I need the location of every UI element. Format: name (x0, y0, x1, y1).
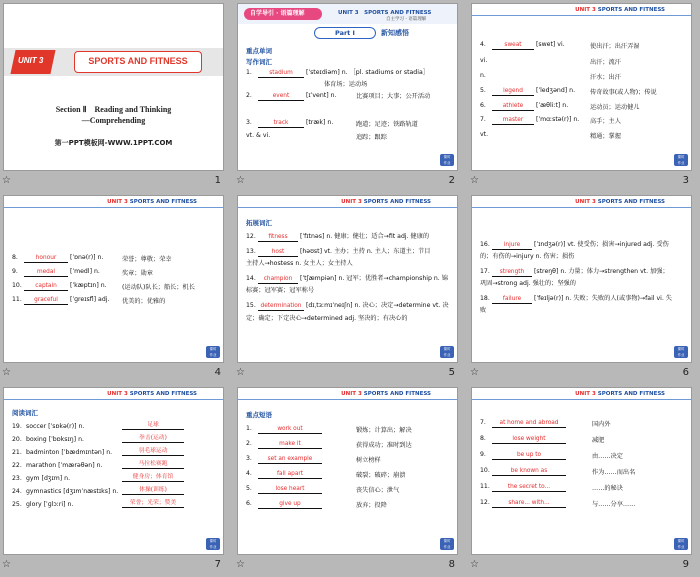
star-icon[interactable]: ☆ (470, 175, 479, 186)
star-icon[interactable]: ☆ (236, 175, 245, 186)
slide-number: 4 (214, 367, 221, 378)
vocab-row: 19. soccer [ˈsɒkə(r)] n. (12, 423, 85, 430)
answer-blank: 羽毛球运动 (122, 448, 184, 456)
slide-footer (468, 556, 695, 576)
vocab-row: 6. athlete [ˈæθliːt] n. (480, 102, 569, 109)
homework-icon[interactable]: 课时 作业 (206, 538, 220, 550)
vocab-row: 7. master [ˈmɑːstə(r)] n. (480, 116, 580, 123)
slide-header: UNIT 3 SPORTS AND FITNESS (4, 391, 223, 400)
homework-icon[interactable]: 课时 作业 (440, 538, 454, 550)
slide-header: UNIT 3 SPORTS AND FITNESS (4, 199, 223, 208)
slide-6-canvas: UNIT 3 SPORTS AND FITNESS 16. injure [ˈɪndʒə(r)] vt. 使受伤；损害→injured adj. 受伤 的；有伤的→injury n. 伤害；损伤 17. strength [streŋθ] n. 力量；体力→strengthen vt. 加强； 巩固→strong adj. 强壮的；坚强的 18. failure [ˈfeɪljə(r)] n. 失败；失败的人(或事物)→fail vi. 失 败 课时 作业 (471, 195, 692, 363)
slide-footer (0, 556, 227, 576)
slide-1-canvas (3, 3, 224, 171)
star-icon[interactable]: ☆ (236, 559, 245, 570)
section-heading: 重点短语 (246, 411, 272, 419)
slide-title: SPORTS AND FITNESS (74, 51, 202, 73)
answer-blank: 马拉松赛跑 (122, 461, 184, 469)
vocab-row: 21. badminton [ˈbædmɪntən] n. (12, 449, 113, 456)
phrase-row: 8. lose weight (480, 434, 685, 444)
slide-number: 9 (682, 559, 689, 570)
phrase-row: 9. be up to (480, 450, 685, 460)
slide-3-canvas: UNIT 3 SPORTS AND FITNESS 4. sweat [swet] vi. 使出汗；出汗弄湿 vi. 出汗；流汗 n. 汗水；出汗 5. legend [ˈledʒənd] n. 传奇故事(或人物)；传说 6. athlete [ˈæθliːt] n. 运动员；运动健儿 7. master [ˈmɑːstə(r)] n. 高手；主人 vt. 精通；掌握 课时 作业 (471, 3, 692, 171)
vocab-row: 25. glory [ˈɡlɔːri] n. (12, 501, 74, 508)
mini-tabs: 自主学习 · 语篇理解 (386, 17, 427, 22)
vocab-line: 16. injure [ˈɪndʒə(r)] vt. 使受伤；损害→injured adj. 受伤 (480, 241, 669, 248)
slide-number: 2 (448, 175, 455, 186)
vocab-row: 8. honour [ˈɒnə(r)] n. (12, 254, 104, 261)
slide-thumbnail-2[interactable] (234, 0, 461, 192)
section-title: Section Ⅱ Reading and Thinking (55, 105, 172, 114)
slide-footer (234, 364, 461, 384)
section-tab: 自学导引 · 语篇理解 (244, 8, 322, 20)
slide-number: 7 (214, 559, 221, 570)
slide-footer (0, 364, 227, 384)
part-badge: Part Ⅰ (314, 27, 376, 39)
answer-blank: 拳击(运动) (122, 435, 184, 443)
vocab-row: 4. sweat [swet] vi. (480, 41, 565, 48)
vocab-row: 9. medal [ˈmedl] n. (12, 268, 100, 275)
homework-icon[interactable]: 课时 作业 (674, 538, 688, 550)
slide-number: 1 (214, 175, 221, 186)
slide-number: 3 (682, 175, 689, 186)
slide-number: 5 (448, 367, 455, 378)
slide-5-canvas: UNIT 3 SPORTS AND FITNESS 拓展词汇 12. fitness [ˈfɪtnəs] n. 健康；健壮；适合→fit adj. 健康的 13. host [həʊst] vt. 主办；主持 n. 主人；东道主；节目 主持人→hostess n. 女主人；女主持人 14. champion [ˈtʃæmpiən] n. 冠军；优胜者→championship n. 锦 标赛；冠军赛；冠军称号 15. determination [dɪˌtɜːmɪˈneɪʃn] n. 决心；决定→determine vt. 决 定；确定；下定决心→determined adj. 坚决的；有决心的 课时 作业 (237, 195, 458, 363)
answer-blank: stadium (258, 70, 304, 78)
slide-thumbnail-8[interactable] (234, 384, 461, 576)
vocab-line: 17. strength [streŋθ] n. 力量；体力→strengthen vt. 加强； (480, 268, 669, 275)
vocab-line: 14. champion [ˈtʃæmpiən] n. 冠军；优胜者→championship n. 锦 (246, 275, 448, 282)
answer-blank: 荣誉；光荣；赞美 (122, 500, 184, 508)
section-subtitle: —Comprehending (81, 116, 146, 125)
phrase-row: 1. work out (246, 424, 451, 434)
slide-thumbnail-7[interactable] (0, 384, 227, 576)
phrase-row: 5. lose heart (246, 484, 451, 494)
vocab-row: 5. legend [ˈledʒənd] n. (480, 87, 576, 94)
vocab-line: 13. host [həʊst] vt. 主办；主持 n. 主人；东道主；节目 (246, 248, 431, 255)
phrase-row: 4. fall apart (246, 469, 451, 479)
vocab-row: 23. gym [dʒɪm] n. (12, 475, 71, 482)
section-heading: 阅读词汇 (12, 409, 38, 417)
answer-blank: 体操(训练) (122, 487, 184, 495)
unit-label: UNIT 3 SPORTS AND FITNESS (338, 10, 432, 16)
vocab-row: 24. gymnastics [dʒɪmˈnæstɪks] n. (12, 488, 119, 495)
vocab-row: 20. boxing [ˈbɒksɪŋ] n. (12, 436, 84, 443)
star-icon[interactable]: ☆ (470, 559, 479, 570)
phrase-row: 10. be known as (480, 466, 685, 476)
homework-icon[interactable]: 课时 作业 (674, 346, 688, 358)
slide-footer (0, 172, 227, 192)
phrase-row: 3. set an example (246, 454, 451, 464)
website-text: 第一PPT模板网-WWW.1PPT.COM (54, 139, 173, 147)
phrase-row: 6. give up (246, 499, 451, 509)
key-words-heading: 重点单词 (246, 47, 272, 55)
slide-header: UNIT 3 SPORTS AND FITNESS (472, 199, 691, 208)
vocab-line: 12. fitness [ˈfɪtnəs] n. 健康；健壮；适合→fit adj. 健康的 (246, 233, 430, 240)
vocab-row: 11. graceful [ˈɡreɪsfl] adj. (12, 296, 110, 303)
slide-footer (468, 172, 695, 192)
homework-icon[interactable]: 课时 作业 (440, 154, 454, 166)
slide-header: UNIT 3 SPORTS AND FITNESS (472, 7, 691, 16)
phrase-row: 2. make it (246, 439, 451, 449)
answer-blank: event (258, 93, 304, 101)
part-title: 新知感悟 (381, 29, 409, 37)
slide-number: 6 (682, 367, 689, 378)
star-icon[interactable]: ☆ (2, 175, 11, 186)
slide-thumbnail-6[interactable] (468, 192, 695, 384)
slide-9-canvas: UNIT 3 SPORTS AND FITNESS 7. at home and abroad 国内外 8. lose weight 减肥 9. be up to 由……决定 10. be known as 作为……而出名 11. the secret to... ……的秘诀 12. share... with... 与……分享…… 课时 作业 (471, 387, 692, 555)
slide-7-canvas (3, 387, 224, 555)
slide-footer (468, 364, 695, 384)
slide-header: UNIT 3 SPORTS AND FITNESS (238, 391, 457, 400)
vocab-row: 1. stadium [ˈsteɪdiəm] n. ［pl. stadiums or stadia］ (246, 69, 429, 76)
slide-thumbnail-4[interactable] (0, 192, 227, 384)
star-icon[interactable]: ☆ (236, 367, 245, 378)
slide-header: UNIT 3 SPORTS AND FITNESS (238, 199, 457, 208)
vocab-row: 22. marathon [ˈmærəθən] n. (12, 462, 103, 469)
vocab-line: 15. determination [dɪˌtɜːmɪˈneɪʃn] n. 决心；决定→determine vt. 决 (246, 302, 449, 309)
answer-blank: track (258, 120, 304, 128)
slide-thumbnail-9[interactable] (468, 384, 695, 576)
answer-blank: 健身房；体育馆 (122, 474, 184, 482)
slide-number: 8 (448, 559, 455, 570)
writing-words-heading: 写作词汇 (246, 58, 272, 66)
homework-icon[interactable]: 课时 作业 (440, 346, 454, 358)
star-icon[interactable]: ☆ (2, 559, 11, 570)
slide-thumbnail-1[interactable] (0, 0, 227, 192)
vocab-row: 3. track [træk] n. (246, 119, 334, 126)
homework-icon[interactable]: 课时 作业 (674, 154, 688, 166)
vocab-row: 10. captain [ˈkæptɪn] n. (12, 282, 107, 289)
phrase-row: 12. share... with... (480, 498, 685, 508)
slide-8-canvas: UNIT 3 SPORTS AND FITNESS 重点短语 1. work out 锻炼；计算出；解决 2. make it 获得成功；准时到达 3. set an example 树立榜样 4. fall apart 破裂；破碎；崩溃 5. lose heart 丧失信心；泄气 6. give up 放弃；投降 课时 作业 (237, 387, 458, 555)
slide-thumbnail-3[interactable] (468, 0, 695, 192)
unit-badge: UNIT 3 (18, 56, 44, 65)
vocab-line: 18. failure [ˈfeɪljə(r)] n. 失败；失败的人(或事物)→fail vi. 失 (480, 295, 672, 302)
homework-icon[interactable]: 课时 作业 (206, 346, 220, 358)
vocab-row: 2. event [ɪˈvent] n. (246, 92, 337, 99)
slide-footer (234, 172, 461, 192)
slide-header: UNIT 3 SPORTS AND FITNESS (472, 391, 691, 400)
star-icon[interactable]: ☆ (2, 367, 11, 378)
phrase-row: 7. at home and abroad (480, 418, 685, 428)
section-heading: 拓展词汇 (246, 219, 272, 227)
slide-4-canvas: UNIT 3 SPORTS AND FITNESS 8. honour [ˈɒnə(r)] n. 荣誉；尊敬；荣幸 9. medal [ˈmedl] n. 奖章；勋章 10. captain [ˈkæptɪn] n. (运动队)队长；船长；机长 11. graceful [ˈɡreɪsfl] adj. 优美的；优雅的 课时 作业 (3, 195, 224, 363)
phrase-row: 11. the secret to... (480, 482, 685, 492)
slide-footer (234, 556, 461, 576)
slide-thumbnail-5[interactable] (234, 192, 461, 384)
star-icon[interactable]: ☆ (470, 367, 479, 378)
answer-blank: 足球 (122, 422, 184, 430)
slide-2-canvas: 自学导引 · 语篇理解 UNIT 3 SPORTS AND FITNESS 自主学习 · 语篇理解 Part Ⅰ 新知感悟 重点单词 写作词汇 1. stadium [ˈsteɪdiəm] n. ［pl. stadiums or stadia］ 体育场；运动场 2. event [ɪˈvent] n. 比赛项目；大事；公开活动 3. track [træk] n. 跑道；足迹；铁路轨道 vt. & vi. 追踪；跟踪 课时 作业 (237, 3, 458, 171)
